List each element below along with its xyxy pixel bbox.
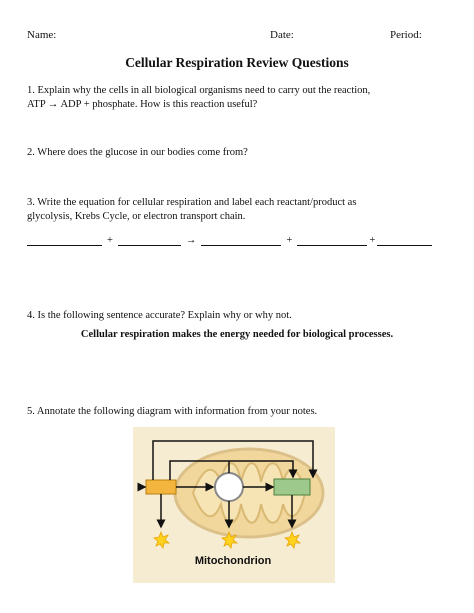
question-1-line-1: 1. Explain why the cells in all biological organisms need to carry out the reaction, [27, 85, 371, 96]
mitochondrion-label: Mitochondrion [194, 555, 272, 567]
question-1 [27, 84, 457, 111]
plus-sign: + [286, 235, 293, 246]
question-2: 2. Where does the glucose in our bodies come from? [27, 147, 248, 158]
question-3 [27, 196, 457, 223]
question-3-line-1: 3. Write the equation for cellular respiration and label each reactant/product as [27, 197, 357, 208]
blank-product-1[interactable] [201, 235, 281, 246]
question-4-statement: Cellular respiration makes the energy needed for biological processes. [80, 329, 394, 340]
name-label: Name: [27, 29, 57, 41]
page-title: Cellular Respiration Review Questions [125, 55, 349, 70]
krebs-cycle-circle [215, 473, 243, 501]
glycolysis-box [146, 480, 176, 494]
question-3-line-2: glycolysis, Krebs Cycle, or electron transport chain. [27, 210, 246, 222]
blank-reactant-1[interactable] [27, 235, 102, 246]
question-1-line-2: ATP → ADP + phosphate. How is this reaction useful? [27, 98, 258, 110]
blank-product-2[interactable] [297, 235, 367, 246]
plus-sign: + [369, 235, 376, 246]
date-label: Date: [270, 29, 294, 41]
period-label: Period: [390, 29, 422, 41]
blank-reactant-2[interactable] [118, 235, 181, 246]
equation-blanks [27, 235, 457, 246]
electron-transport-box [274, 479, 310, 495]
question-5: 5. Annotate the following diagram with information from your notes. [27, 406, 318, 417]
mitochondrion-diagram-svg [133, 427, 335, 583]
mitochondrion-diagram [133, 427, 335, 583]
plus-sign: + [107, 235, 113, 246]
question-4: 4. Is the following sentence accurate? Explain why or why not. [27, 310, 292, 321]
arrow: → [185, 235, 197, 246]
blank-product-3[interactable] [377, 235, 432, 246]
